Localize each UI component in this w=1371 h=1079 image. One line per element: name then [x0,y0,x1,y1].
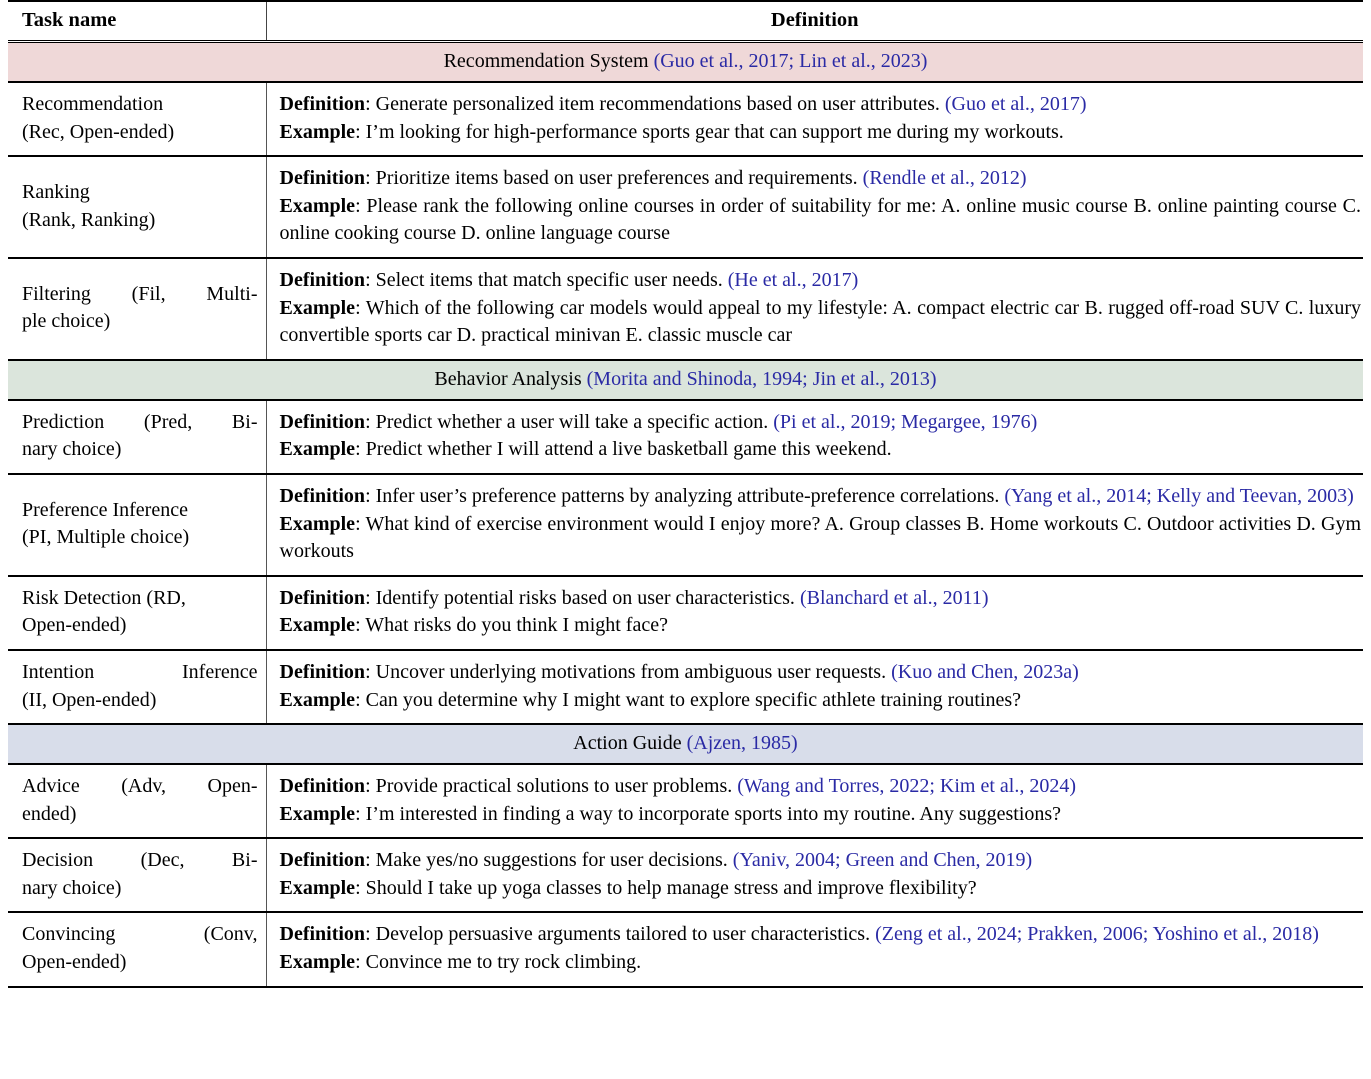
example-label: Example [279,512,356,535]
definition-colon: : [365,923,376,946]
definition-line [280,267,1362,295]
definition-text: Predict whether a user will take a specific action. [375,410,774,433]
task-name-line: nary choice) [22,876,122,899]
task-name-line: Advice (Adv, Open- [22,775,258,798]
example-line [280,511,1362,566]
definition-line [280,91,1362,119]
table-row [8,82,1363,156]
section-header-row-recommendation-system [8,42,1363,83]
definition-text: Generate personalized item recommendations based on user attributes. [375,93,945,115]
task-name-line: Prediction (Pred, Bi- [22,410,258,433]
definition-line [280,773,1362,801]
task-name-cell [8,764,266,838]
definition-text: Identify potential risks based on user characteristics. [375,586,800,609]
definition-cell [266,838,1363,912]
task-name-cell [8,156,266,258]
example-line [280,687,1362,715]
example-text: Can you determine why I might want to explore specific athlete training routines? [365,688,1021,711]
example-line [280,801,1362,829]
task-name-line: (II, Open-ended) [22,688,157,711]
definition-label: Definition [279,775,366,798]
task-name-line: (Rec, Open-ended) [22,120,175,143]
definition-citation: (Wang and Torres, 2022; Kim et al., 2024) [737,775,1077,798]
section-title: Action Guide [573,732,687,755]
column-header-task-name: Task name [8,1,266,42]
task-name-line: Intention Inference [22,660,258,683]
task-name-line: ple choice) [22,310,111,333]
section-title: Behavior Analysis [434,367,587,390]
column-header-definition: Definition [266,1,1363,42]
definition-cell [266,258,1363,360]
section-header-behavior-analysis [8,360,1363,400]
definition-cell [266,912,1363,986]
task-name-line: Ranking [22,180,90,203]
definition-label: Definition [279,923,366,946]
example-colon: : [355,438,366,461]
definition-cell [266,764,1363,838]
definition-line [280,585,1362,613]
definition-colon: : [365,484,376,507]
definition-cell [266,156,1363,258]
definition-label: Definition [279,849,366,872]
example-text: Convince me to try rock climbing. [365,951,642,974]
definition-colon: : [365,660,376,683]
section-citation: (Ajzen, 1985) [686,732,798,755]
example-text: What risks do you think I might face? [365,614,668,637]
example-label: Example [279,296,356,319]
table-row [8,650,1363,724]
definition-line [280,847,1362,875]
task-name-line: Open-ended) [22,614,127,637]
example-label: Example [279,802,356,825]
task-name-cell [8,838,266,912]
example-line [280,295,1362,350]
example-label: Example [279,614,356,637]
example-label: Example [279,120,356,143]
table-row [8,576,1363,650]
definition-label: Definition [279,410,366,433]
definition-citation: (Yang et al., 2014; Kelly and Teevan, 2003) [1004,484,1354,507]
example-label: Example [279,876,356,899]
task-name-cell [8,400,266,474]
example-colon: : [355,120,366,143]
task-name-line: Recommendation [22,93,164,115]
definition-line [280,659,1362,687]
example-line [280,612,1362,640]
definition-text: Make yes/no suggestions for user decisions. [375,849,733,872]
example-label: Example [279,194,356,217]
section-header-action-guide [8,724,1363,764]
definition-colon: : [365,167,376,190]
definition-label: Definition [279,660,366,683]
section-header-row-action-guide [8,724,1363,764]
example-line [280,193,1362,248]
definition-citation: (Pi et al., 2019; Megargee, 1976) [773,410,1038,433]
task-name-line: Convincing (Conv, [22,923,258,946]
task-name-cell [8,576,266,650]
bottom-rule-cell [8,987,1363,988]
example-text: Which of the following car models would appeal to my lifestyle: A. compact electric car B. rugged off-road SUV C. luxury convertible sports car D. practical minivan E. classic muscle car [279,296,1361,347]
example-text: Please rank the following online courses in order of suitability for me: A. online music course B. online painting course C. online cooking course D. online language course [279,194,1361,245]
task-name-line: (Rank, Ranking) [22,208,156,231]
example-colon: : [355,802,366,825]
definition-label: Definition [279,268,366,291]
example-line [280,119,1362,147]
example-label: Example [279,951,356,974]
definition-citation: (Guo et al., 2017) [944,93,1087,115]
definition-cell [266,650,1363,724]
example-colon: : [355,951,366,974]
section-title: Recommendation System [443,50,654,72]
definition-line [280,165,1362,193]
section-citation: (Morita and Shinoda, 1994; Jin et al., 2013) [586,367,937,390]
table-row [8,156,1363,258]
task-name-line: Open-ended) [22,951,127,974]
definition-citation: (Zeng et al., 2024; Prakken, 2006; Yoshino et al., 2018) [875,923,1319,946]
table-body [8,42,1363,988]
section-header-recommendation-system [8,42,1363,83]
definition-cell [266,474,1363,576]
definition-label: Definition [279,93,366,115]
definition-text: Infer user’s preference patterns by analyzing attribute-preference correlations. [375,484,1005,507]
table-row [8,838,1363,912]
section-citation: (Guo et al., 2017; Lin et al., 2023) [653,50,928,72]
definition-label: Definition [279,586,366,609]
table-row [8,912,1363,986]
definition-citation: (Kuo and Chen, 2023a) [891,660,1079,683]
example-text: Should I take up yoga classes to help manage stress and improve flexibility? [365,876,977,899]
example-label: Example [279,438,356,461]
definition-colon: : [365,410,376,433]
definition-citation: (Yaniv, 2004; Green and Chen, 2019) [732,849,1033,872]
definition-text: Uncover underlying motivations from ambiguous user requests. [375,660,892,683]
example-text: I’m looking for high-performance sports gear that can support me during my workouts. [365,120,1064,143]
definition-citation: (Rendle et al., 2012) [862,167,1027,190]
definition-colon: : [365,775,376,798]
definition-cell [266,400,1363,474]
definition-label: Definition [279,167,366,190]
table-row [8,764,1363,838]
example-colon: : [355,512,366,535]
example-line [280,436,1362,464]
definition-line [280,483,1362,511]
definition-text: Prioritize items based on user preferences and requirements. [375,167,863,190]
example-colon: : [355,876,366,899]
table-bottom-rule [8,987,1363,988]
section-header-row-behavior-analysis [8,360,1363,400]
task-name-cell [8,474,266,576]
task-name-line: Decision (Dec, Bi- [22,849,258,872]
task-name-cell [8,912,266,986]
definition-colon: : [365,586,376,609]
definition-text: Develop persuasive arguments tailored to user characteristics. [375,923,876,946]
example-colon: : [355,296,366,319]
definition-colon: : [365,268,376,291]
definition-line [280,921,1362,949]
example-colon: : [355,194,367,217]
definition-text: Provide practical solutions to user problems. [375,775,738,798]
table-head [8,1,1363,42]
example-label: Example [279,688,356,711]
task-name-line: nary choice) [22,438,122,461]
task-name-line: Risk Detection (RD, [22,586,186,609]
example-text: I’m interested in finding a way to incorporate sports into my routine. Any suggestions? [365,802,1062,825]
table-row [8,474,1363,576]
table-row [8,258,1363,360]
task-name-line: ended) [22,802,77,825]
example-text: Predict whether I will attend a live basketball game this weekend. [365,438,892,461]
task-name-line: (PI, Multiple choice) [22,526,190,549]
definition-label: Definition [279,484,366,507]
example-line [280,875,1362,903]
definition-text: Select items that match specific user needs. [375,268,728,291]
definition-cell [266,82,1363,156]
header-row [8,1,1363,42]
task-name-line: Filtering (Fil, Multi- [22,282,258,305]
task-name-line: Preference Inference [22,498,188,521]
example-colon: : [355,688,366,711]
definition-citation: (He et al., 2017) [727,268,859,291]
task-definition-table [8,0,1363,988]
definition-colon: : [365,849,376,872]
table-row [8,400,1363,474]
definition-citation: (Blanchard et al., 2011) [799,586,989,609]
task-name-cell [8,82,266,156]
definition-cell [266,576,1363,650]
definition-line [280,409,1362,437]
example-line [280,949,1362,977]
task-name-cell [8,650,266,724]
example-text: What kind of exercise environment would I enjoy more? A. Group classes B. Home workouts C. Outdoor activities D. Gym workouts [279,512,1362,563]
example-colon: : [355,614,366,637]
definition-colon: : [365,93,376,115]
task-name-cell [8,258,266,360]
